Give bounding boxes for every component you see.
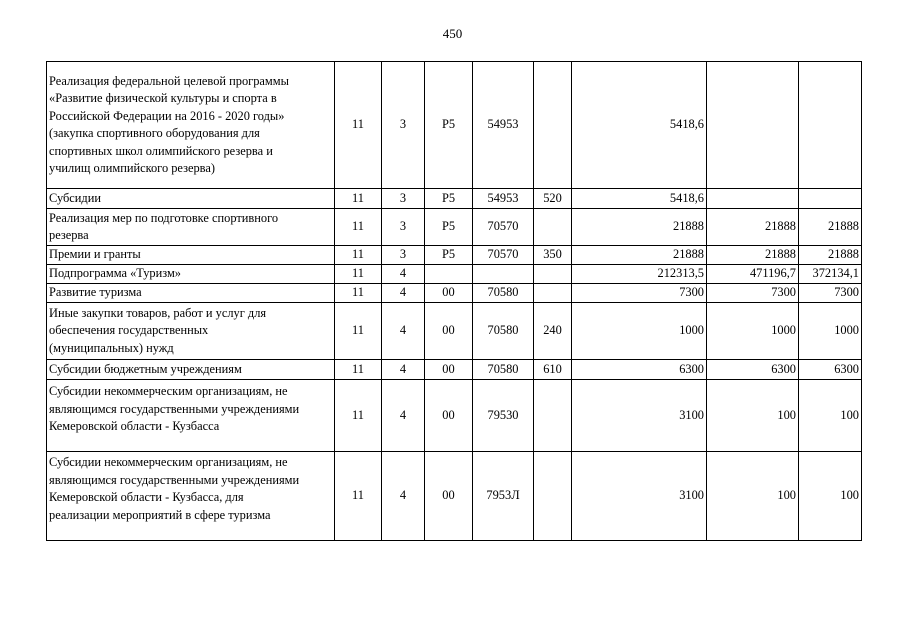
program-cell: Р5: [425, 62, 473, 189]
subsection-cell: 4: [382, 380, 425, 452]
row-name-line: Премии и гранты: [49, 247, 141, 262]
row-name-line: «Развитие физической культуры и спорта в: [49, 91, 277, 105]
table-row: [47, 189, 862, 209]
target-code-cell: 79530: [473, 380, 534, 452]
amount-year1-cell: 21888: [572, 209, 707, 246]
expense-type-cell: [534, 284, 572, 303]
row-name-line: являющимся государственными учреждениями: [49, 472, 300, 487]
row-name-cell: [47, 284, 335, 303]
expense-type-cell: 350: [534, 246, 572, 265]
section-cell: 11: [335, 246, 382, 265]
target-code-cell: 70570: [473, 246, 534, 265]
amount-year2-cell: [707, 189, 799, 209]
row-name-line: Развитие туризма: [49, 285, 142, 300]
row-name-line: Субсидии бюджетным учреждениям: [49, 361, 242, 376]
row-name-line: Реализация мер по подготовке спортивного: [49, 210, 279, 225]
row-name-cell: [47, 303, 335, 360]
subsection-cell: 4: [382, 452, 425, 541]
amount-year2-cell: 100: [707, 452, 799, 541]
amount-year3-cell: 21888: [799, 209, 862, 246]
expense-type-cell: [534, 265, 572, 284]
amount-year2-cell: 1000: [707, 303, 799, 360]
amount-year2-cell: 21888: [707, 246, 799, 265]
row-name-line: Кемеровской области - Кузбасса, для: [49, 490, 244, 504]
program-cell: 00: [425, 452, 473, 541]
amount-year3-cell: 7300: [799, 284, 862, 303]
table-row: [47, 303, 862, 360]
subsection-cell: 4: [382, 265, 425, 284]
amount-year2-cell: 21888: [707, 209, 799, 246]
amount-year3-cell: 1000: [799, 303, 862, 360]
row-name-line: Субсидии некоммерческим организациям, не: [49, 455, 288, 469]
row-name-line: Субсидии некоммерческим организациям, не: [49, 384, 288, 398]
row-name-line: Иные закупки товаров, работ и услуг для: [49, 305, 267, 320]
subsection-cell: 4: [382, 303, 425, 360]
table-row: [47, 246, 862, 265]
amount-year3-cell: [799, 62, 862, 189]
amount-year1-cell: 5418,6: [572, 189, 707, 209]
section-cell: 11: [335, 452, 382, 541]
row-name-cell: [47, 452, 335, 541]
target-code-cell: [473, 265, 534, 284]
subsection-cell: 3: [382, 189, 425, 209]
expense-type-cell: [534, 452, 572, 541]
amount-year1-cell: 1000: [572, 303, 707, 360]
table-row: [47, 452, 862, 541]
row-name-line: Реализация федеральной целевой программы: [49, 73, 289, 88]
amount-year3-cell: [799, 189, 862, 209]
amount-year3-cell: 100: [799, 452, 862, 541]
amount-year1-cell: 21888: [572, 246, 707, 265]
row-name-cell: [47, 246, 335, 265]
row-name-line: (закупка спортивного оборудования для: [49, 126, 260, 140]
expense-type-cell: 240: [534, 303, 572, 360]
program-cell: 00: [425, 360, 473, 380]
subsection-cell: 4: [382, 360, 425, 380]
row-name-line: Кемеровской области - Кузбасса: [49, 419, 220, 433]
amount-year2-cell: 471196,7: [707, 265, 799, 284]
amount-year3-cell: 100: [799, 380, 862, 452]
program-cell: 00: [425, 284, 473, 303]
table-row: [47, 209, 862, 246]
expense-type-cell: [534, 380, 572, 452]
program-cell: [425, 265, 473, 284]
program-cell: Р5: [425, 209, 473, 246]
row-name-line: Российской Федерации на 2016 - 2020 годы»: [49, 108, 285, 123]
amount-year1-cell: 212313,5: [572, 265, 707, 284]
row-name-line: училищ олимпийского резерва): [49, 161, 215, 175]
expense-type-cell: 610: [534, 360, 572, 380]
amount-year2-cell: 7300: [707, 284, 799, 303]
target-code-cell: 7953Л: [473, 452, 534, 541]
section-cell: 11: [335, 360, 382, 380]
table-row: [47, 62, 862, 189]
amount-year3-cell: 6300: [799, 360, 862, 380]
amount-year2-cell: [707, 62, 799, 189]
row-name-line: (муниципальных) нужд: [49, 340, 174, 355]
program-cell: Р5: [425, 246, 473, 265]
amount-year3-cell: 21888: [799, 246, 862, 265]
section-cell: 11: [335, 189, 382, 209]
target-code-cell: 70580: [473, 360, 534, 380]
section-cell: 11: [335, 380, 382, 452]
row-name-line: реализации мероприятий в сфере туризма: [49, 507, 271, 522]
section-cell: 11: [335, 303, 382, 360]
row-name-line: Подпрограмма «Туризм»: [49, 266, 182, 281]
subsection-cell: 3: [382, 246, 425, 265]
page-number: 450: [442, 26, 463, 41]
amount-year1-cell: 3100: [572, 380, 707, 452]
row-name-cell: [47, 62, 335, 189]
table-row: [47, 284, 862, 303]
subsection-cell: 3: [382, 209, 425, 246]
row-name-cell: [47, 209, 335, 246]
expense-type-cell: [534, 62, 572, 189]
table-row: [47, 265, 862, 284]
subsection-cell: 4: [382, 284, 425, 303]
target-code-cell: 70570: [473, 209, 534, 246]
target-code-cell: 54953: [473, 62, 534, 189]
row-name-cell: [47, 265, 335, 284]
row-name-cell: [47, 360, 335, 380]
section-cell: 11: [335, 265, 382, 284]
program-cell: 00: [425, 380, 473, 452]
program-cell: Р5: [425, 189, 473, 209]
program-cell: 00: [425, 303, 473, 360]
amount-year1-cell: 5418,6: [572, 62, 707, 189]
budget-table: [46, 61, 862, 541]
section-cell: 11: [335, 209, 382, 246]
amount-year2-cell: 100: [707, 380, 799, 452]
row-name-line: спортивных школ олимпийского резерва и: [49, 143, 273, 158]
table-row: [47, 380, 862, 452]
target-code-cell: 70580: [473, 303, 534, 360]
section-cell: 11: [335, 284, 382, 303]
section-cell: 11: [335, 62, 382, 189]
expense-type-cell: 520: [534, 189, 572, 209]
subsection-cell: 3: [382, 62, 425, 189]
amount-year1-cell: 7300: [572, 284, 707, 303]
expense-type-cell: [534, 209, 572, 246]
amount-year3-cell: 372134,1: [799, 265, 862, 284]
table-row: [47, 360, 862, 380]
amount-year1-cell: 3100: [572, 452, 707, 541]
amount-year2-cell: 6300: [707, 360, 799, 380]
row-name-line: Субсидии: [49, 190, 101, 205]
row-name-line: обеспечения государственных: [49, 323, 209, 338]
target-code-cell: 54953: [473, 189, 534, 209]
row-name-cell: [47, 189, 335, 209]
amount-year1-cell: 6300: [572, 360, 707, 380]
row-name-line: резерва: [49, 228, 89, 242]
row-name-cell: [47, 380, 335, 452]
row-name-line: являющимся государственными учреждениями: [49, 401, 300, 416]
target-code-cell: 70580: [473, 284, 534, 303]
